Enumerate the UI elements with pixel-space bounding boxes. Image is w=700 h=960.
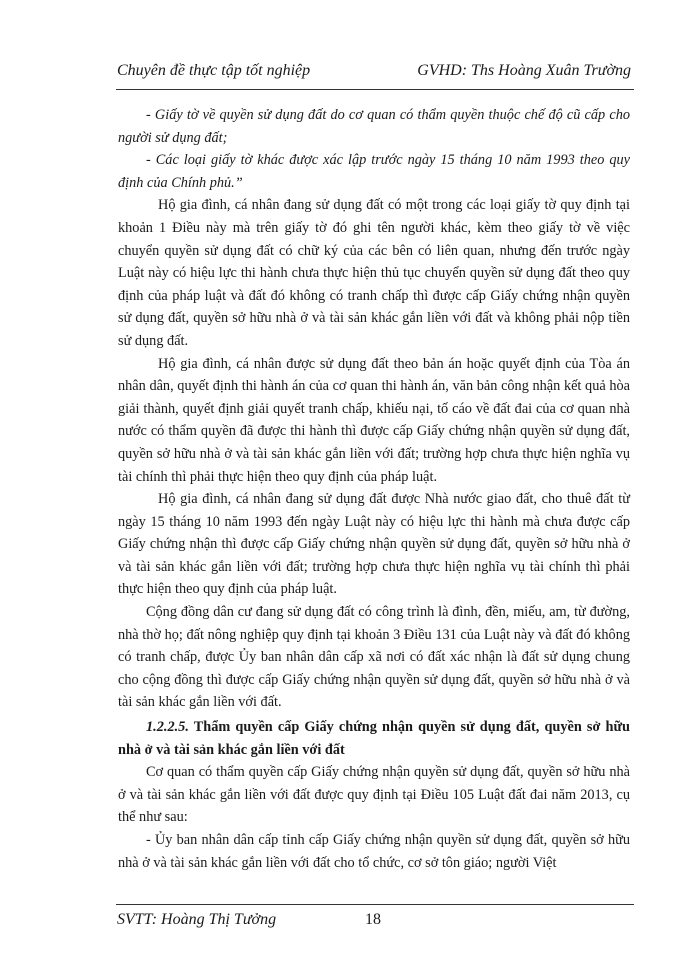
- paragraph-1: Hộ gia đình, cá nhân đang sử dụng đất có một trong các loại giấy tờ quy định tại khoản 1 Điều này mà trên giấy tờ đó ghi tên người khác, kèm theo giấy tờ về việc chuyển quyền sử dụng đất có chữ ký của các bên có liên quan, nhưng đến trước ngày Luật này có hiệu lực thi hành chưa thực hiện thủ tục chuyển quyền sử dụng đất theo quy định của pháp luật và đất đó không có tranh chấp thì được cấp Giấy chứng nhận quyền sử dụng đất, quyền sở hữu nhà ở và tài sản khác gắn liền với đất và không phải nộp tiền sử dụng đất.: [118, 197, 630, 349]
- quote-item-1: - Giấy tờ về quyền sử dụng đất do cơ quan có thẩm quyền thuộc chế độ cũ cấp cho người sử dụng đất;: [118, 107, 630, 146]
- section-heading: [118, 716, 630, 761]
- header-report-title: Chuyên đề thực tập tốt nghiệp: [117, 62, 311, 79]
- page-number: 18: [365, 911, 381, 928]
- footer-divider: [116, 904, 634, 905]
- quote-item-2: - Các loại giấy tờ khác được xác lập trước ngày 15 tháng 10 năm 1993 theo quy định của Chính phủ.”: [118, 152, 630, 191]
- paragraph-4: Cộng đồng dân cư đang sử dụng đất có công trình là đình, đền, miếu, am, từ đường, nhà thờ họ; đất nông nghiệp quy định tại khoản 3 Điều 131 của Luật này và đất đó không có tranh chấp, được Ủy ban nhân dân cấp xã nơi có đất xác nhận là đất sử dụng chung cho cộng đồng thì được cấp Giấy chứng nhận quyền sử dụng đất, quyền sở hữu nhà ở và tài sản khác gắn liền với đất.: [118, 604, 630, 711]
- paragraph-5: Cơ quan có thẩm quyền cấp Giấy chứng nhận quyền sử dụng đất, quyền sở hữu nhà ở và tài sản khác gắn liền với đất được quy định tại Điều 105 Luật đất đai năm 2013, cụ thể như sau:: [118, 764, 630, 826]
- header-divider: [116, 89, 634, 90]
- page-footer: [117, 911, 631, 935]
- header-supervisor: GVHD: Ths Hoàng Xuân Trường: [417, 62, 631, 79]
- paragraph-6: - Ủy ban nhân dân cấp tỉnh cấp Giấy chứng nhận quyền sử dụng đất, quyền sở hữu nhà ở và tài sản khác gắn liền với đất cho tổ chức, cơ sở tôn giáo; người Việt: [118, 832, 630, 871]
- footer-student: SVTT: Hoàng Thị Tưởng: [117, 911, 277, 928]
- section-title: Thẩm quyền cấp Giấy chứng nhận quyền sử dụng đất, quyền sở hữu nhà ở và tài sản khác gắn liền với đất: [118, 719, 630, 758]
- page-header: [117, 62, 631, 86]
- paragraph-3: Hộ gia đình, cá nhân đang sử dụng đất được Nhà nước giao đất, cho thuê đất từ ngày 15 tháng 10 năm 1993 đến ngày Luật này có hiệu lực thi hành mà chưa được cấp Giấy chứng nhận thì được cấp Giấy chứng nhận quyền sử dụng đất, quyền sở hữu nhà ở và tài sản khác gắn liền với đất; trường hợp chưa thực hiện nghĩa vụ tài chính thì phải thực hiện theo quy định của pháp luật.: [118, 491, 630, 598]
- section-number: 1.2.2.5.: [146, 719, 189, 736]
- paragraph-2: Hộ gia đình, cá nhân được sử dụng đất theo bản án hoặc quyết định của Tòa án nhân dân, quyết định thi hành án của cơ quan thi hành án, văn bản công nhận kết quả hòa giải thành, quyết định giải quyết tranh chấp, khiếu nại, tố cáo về đất đai của cơ quan nhà nước có thẩm quyền đã được thi hành thì được cấp Giấy chứng nhận quyền sử dụng đất, quyền sở hữu nhà ở và tài sản khác gắn liền với đất; trường hợp chưa thực hiện nghĩa vụ tài chính thì phải thực hiện theo quy định của pháp luật.: [118, 355, 630, 485]
- document-body: [118, 104, 630, 874]
